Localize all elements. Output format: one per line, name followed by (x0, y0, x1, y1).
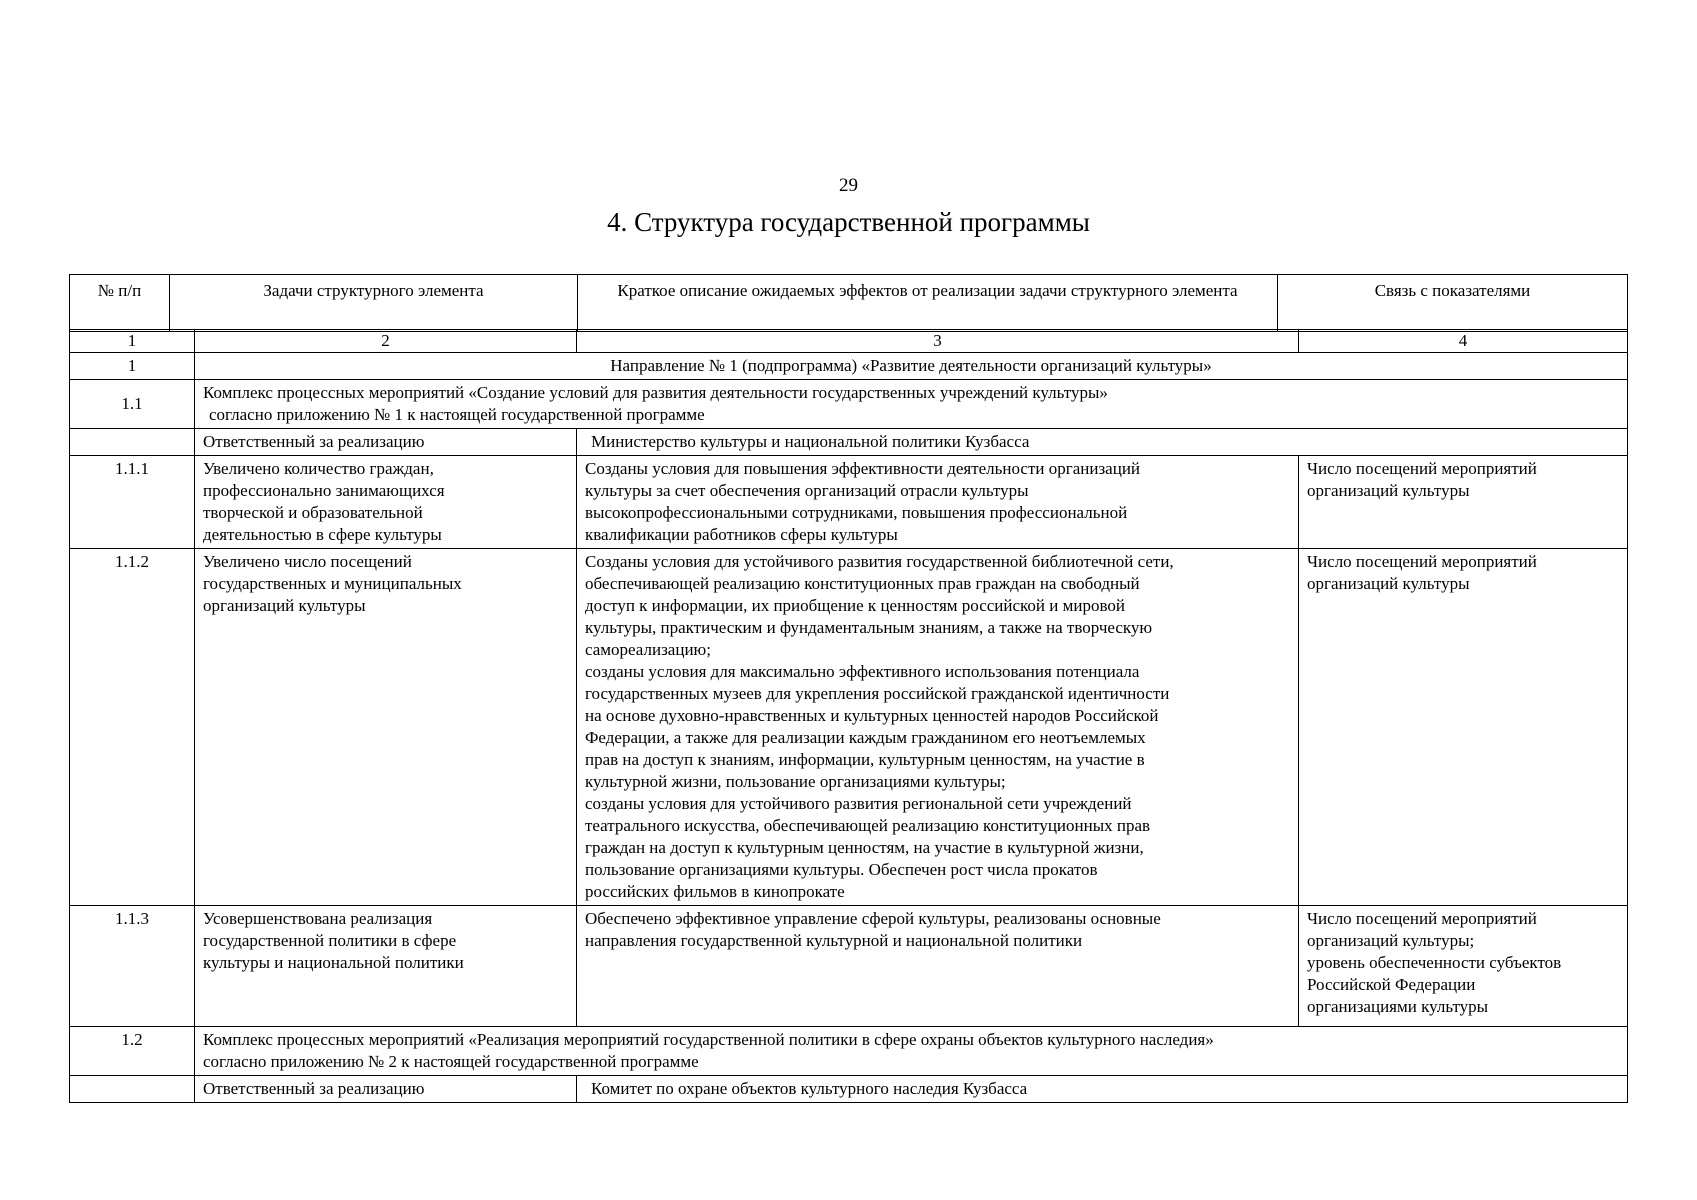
responsible-label: Ответственный за реализацию (195, 1076, 577, 1103)
header-col-indicators: Связь с показателями (1278, 275, 1628, 332)
complex-row (70, 380, 1628, 429)
structure-table (69, 329, 1628, 1103)
responsible-label: Ответственный за реализацию (195, 429, 577, 456)
row-task: Усовершенствована реализация государственной политики в сфере культуры и национальной политики (195, 906, 577, 1027)
row-indicator: Число посещений мероприятий организаций культуры (1299, 549, 1628, 906)
row-effect: Созданы условия для устойчивого развития государственной библиотечной сети, обеспечивающей реализацию конституционных прав граждан на свободный доступ к информации, их приобщение к ценностям российской и мировой культуры, практическим и фундаментальным знаниям, а также на творческую самореализацию; созданы условия для максимально эффективного использования потенциала государственных музеев для укрепления российской гражданской идентичности на основе духовно-нравственных и культурных ценностей народов Российской Федерации, а также для реализации каждым гражданином его неотъемлемых прав на доступ к знаниям, информации, культурным ценностям, на участие в культурной жизни, пользование организациями культуры; созданы условия для устойчивого развития региональной сети учреждений театрального искусства, обеспечивающей реализацию конституционных прав граждан на доступ к культурным ценностям, на участие в культурной жизни, пользование организациями культуры. Обеспечен рост числа прокатов российских фильмов в кинопрокате (577, 549, 1299, 906)
table-row (70, 549, 1628, 906)
row-effect: Обеспечено эффективное управление сферой культуры, реализованы основные направления государственной культурной и национальной политики (577, 906, 1299, 1027)
row-task: Увеличено количество граждан, профессионально занимающихся творческой и образовательной деятельностью в сфере культуры (195, 456, 577, 549)
header-col-effects: Краткое описание ожидаемых эффектов от реализации задачи структурного элемента (578, 275, 1278, 332)
responsible-value: Комитет по охране объектов культурного наследия Кузбасса (577, 1076, 1628, 1103)
header-col-tasks: Задачи структурного элемента (170, 275, 578, 332)
column-numbers-row (70, 330, 1628, 353)
responsible-row (70, 429, 1628, 456)
column-number: 1 (70, 330, 195, 353)
header-col-number: № п/п (70, 275, 170, 332)
row-number: 1.1.3 (70, 906, 195, 1027)
direction-number: 1 (70, 353, 195, 380)
direction-row (70, 353, 1628, 380)
column-number: 4 (1299, 330, 1628, 353)
row-indicator: Число посещений мероприятий организаций культуры (1299, 456, 1628, 549)
row-number: 1.1.2 (70, 549, 195, 906)
row-effect: Созданы условия для повышения эффективности деятельности организаций культуры за счет обеспечения организаций отрасли культуры высокопрофессиональными сотрудниками, повышения профессиональной квалификации работников сферы культуры (577, 456, 1299, 549)
responsible-value: Министерство культуры и национальной политики Кузбасса (577, 429, 1628, 456)
direction-title: Направление № 1 (подпрограмма) «Развитие деятельности организаций культуры» (195, 353, 1628, 380)
table-row (70, 906, 1628, 1027)
table-row (70, 456, 1628, 549)
page-number: 29 (839, 175, 858, 196)
column-number: 3 (577, 330, 1299, 353)
complex-row (70, 1027, 1628, 1076)
column-number: 2 (195, 330, 577, 353)
table-header (69, 274, 1628, 332)
page-title: 4. Структура государственной программы (607, 207, 1090, 237)
responsible-row (70, 1076, 1628, 1103)
complex-description: Комплекс процессных мероприятий «Реализация мероприятий государственной политики в сфере охраны объектов культурного наследия» согласно приложению № 2 к настоящей государственной программе (195, 1027, 1628, 1076)
row-number: 1.1.1 (70, 456, 195, 549)
row-indicator: Число посещений мероприятий организаций культуры; уровень обеспеченности субъектов Российской Федерации организациями культуры (1299, 906, 1628, 1027)
complex-description: Комплекс процессных мероприятий «Создание условий для развития деятельности государственных учреждений культуры» согласно приложению № 1 к настоящей государственной программе (195, 380, 1628, 429)
row-task: Увеличено число посещений государственных и муниципальных организаций культуры (195, 549, 577, 906)
complex-number: 1.1 (70, 380, 195, 429)
complex-number: 1.2 (70, 1027, 195, 1076)
